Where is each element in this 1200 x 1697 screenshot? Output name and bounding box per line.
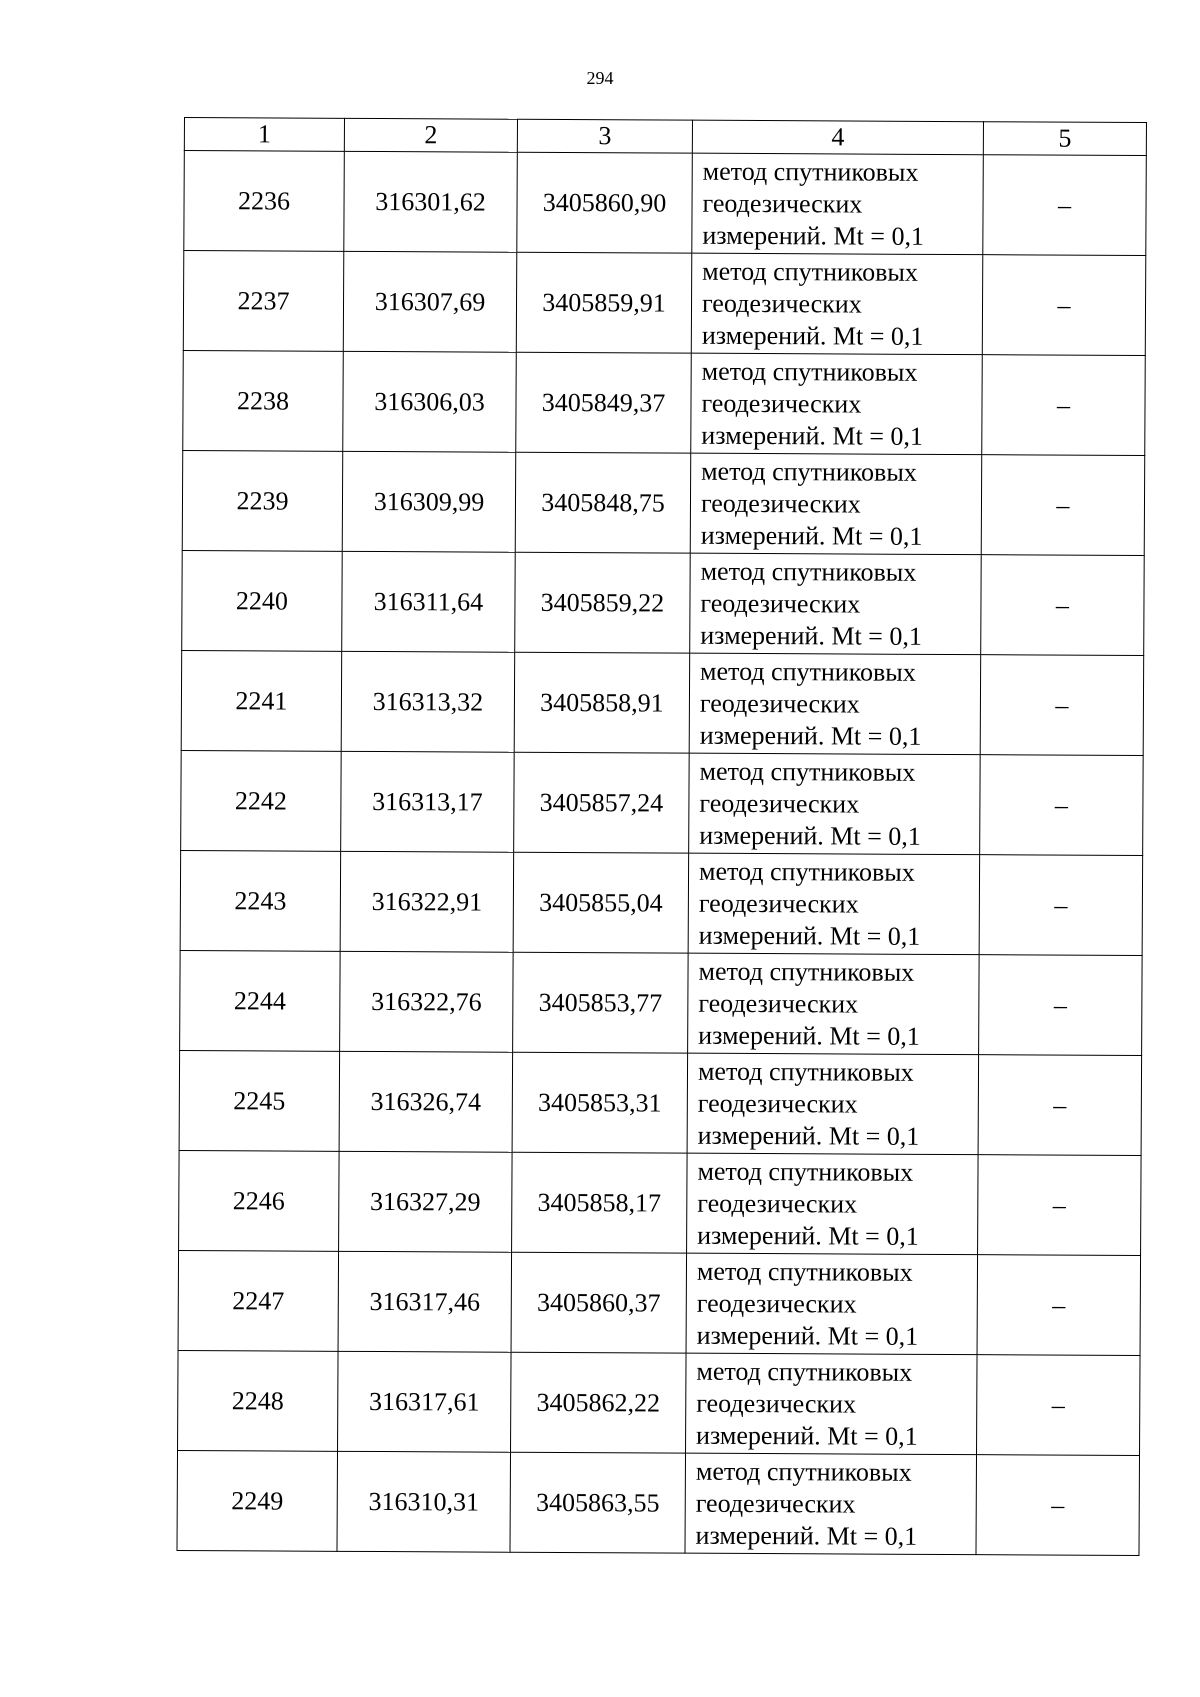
method-cell	[689, 653, 981, 755]
table-row	[181, 650, 1144, 755]
method-text-line: геодезических	[702, 188, 863, 219]
coordinate-y-cell: 3405862,22	[511, 1352, 687, 1453]
coordinate-x-cell: 316327,29	[339, 1151, 513, 1252]
method-text-line: метод спутниковых	[697, 1056, 914, 1087]
coordinate-y-cell: 3405860,37	[511, 1252, 687, 1353]
note-cell: –	[982, 355, 1146, 456]
method-text-line: измерений. Mt = 0,1	[698, 1020, 920, 1051]
method-text-line: измерений. Mt = 0,1	[697, 1220, 919, 1251]
table-row	[178, 1350, 1141, 1455]
coordinates-table	[176, 117, 1146, 1556]
coordinate-x-cell: 316313,17	[341, 751, 515, 852]
table-row	[177, 1450, 1140, 1555]
method-text-line: измерений. Mt = 0,1	[701, 420, 924, 451]
column-header: 5	[983, 122, 1146, 156]
method-text-line: измерений. Mt = 0,1	[702, 220, 925, 251]
method-text-line: метод спутниковых	[695, 1456, 912, 1487]
coordinate-y-cell: 3405859,91	[516, 252, 692, 353]
coordinate-x-cell: 316322,76	[340, 951, 514, 1052]
table-row	[182, 550, 1145, 655]
method-text-line: геодезических	[696, 1288, 857, 1319]
coordinate-y-cell: 3405853,31	[512, 1052, 688, 1153]
coordinate-x-cell: 316307,69	[343, 251, 517, 352]
method-text-line: метод спутниковых	[700, 656, 916, 687]
method-cell	[685, 1453, 977, 1555]
method-text-line: измерений. Mt = 0,1	[700, 620, 922, 651]
note-cell: –	[978, 1155, 1142, 1256]
note-cell: –	[982, 255, 1146, 356]
coordinate-y-cell: 3405848,75	[515, 452, 691, 553]
method-text-line: измерений. Mt = 0,1	[698, 920, 921, 951]
coordinate-x-cell: 316311,64	[342, 551, 516, 652]
point-number-cell: 2237	[183, 251, 344, 352]
method-cell	[691, 353, 983, 455]
method-text-line: измерений. Mt = 0,1	[695, 1520, 918, 1551]
note-cell: –	[983, 155, 1147, 256]
method-text-line: метод спутниковых	[702, 156, 919, 187]
method-cell	[688, 853, 980, 955]
method-text-line: геодезических	[700, 588, 861, 619]
note-cell: –	[981, 555, 1145, 656]
note-cell: –	[979, 855, 1143, 956]
method-text-line: измерений. Mt = 0,1	[699, 820, 921, 851]
column-header: 4	[692, 120, 983, 155]
coordinate-y-cell: 3405863,55	[510, 1452, 686, 1553]
method-text-line: геодезических	[695, 1488, 856, 1519]
point-number-cell: 2248	[178, 1350, 339, 1451]
method-cell	[690, 453, 982, 555]
method-text-line: метод спутниковых	[698, 956, 915, 987]
method-text-line: геодезических	[700, 488, 861, 519]
method-cell	[687, 1153, 979, 1255]
coordinate-x-cell: 316317,61	[338, 1351, 512, 1452]
point-number-cell: 2246	[179, 1150, 340, 1251]
coordinate-y-cell: 3405859,22	[515, 552, 691, 653]
method-text-line: измерений. Mt = 0,1	[696, 1420, 918, 1451]
method-cell	[691, 253, 983, 355]
coordinate-x-cell: 316310,31	[337, 1451, 511, 1552]
note-cell: –	[978, 1055, 1142, 1156]
point-number-cell: 2243	[180, 850, 341, 951]
coordinate-y-cell: 3405855,04	[513, 852, 689, 953]
method-text-line: метод спутниковых	[701, 356, 918, 387]
coordinate-x-cell: 316309,99	[342, 451, 516, 552]
point-number-cell: 2242	[181, 750, 342, 851]
point-number-cell: 2249	[177, 1450, 338, 1551]
table-row	[179, 1050, 1142, 1155]
point-number-cell: 2236	[184, 151, 345, 252]
table-row	[180, 850, 1143, 955]
note-cell: –	[976, 1455, 1140, 1556]
table-row	[180, 950, 1143, 1055]
method-text-line: метод спутниковых	[699, 756, 916, 787]
point-number-cell: 2240	[182, 550, 343, 651]
point-number-cell: 2247	[178, 1250, 339, 1351]
method-text-line: геодезических	[698, 888, 859, 919]
method-cell	[687, 1053, 979, 1155]
method-text-line: метод спутниковых	[696, 1356, 913, 1387]
coordinate-x-cell: 316301,62	[344, 151, 518, 252]
table-row	[179, 1150, 1142, 1255]
coordinate-y-cell: 3405858,17	[512, 1152, 688, 1253]
note-cell: –	[977, 1255, 1141, 1356]
coordinate-y-cell: 3405853,77	[513, 952, 689, 1053]
method-text-line: измерений. Mt = 0,1	[697, 1120, 920, 1151]
coordinate-x-cell: 316322,91	[340, 851, 514, 952]
coordinate-y-cell: 3405860,90	[517, 152, 693, 253]
coordinate-x-cell: 316313,32	[341, 651, 515, 752]
coordinate-x-cell: 316306,03	[343, 351, 517, 452]
method-text-line: геодезических	[701, 288, 862, 319]
table-row	[178, 1250, 1141, 1355]
method-text-line: метод спутниковых	[698, 856, 915, 887]
column-header: 3	[517, 119, 692, 153]
coordinate-y-cell: 3405857,24	[514, 752, 690, 853]
table-header-row	[184, 118, 1146, 156]
table-row	[183, 251, 1146, 356]
method-text-line: геодезических	[699, 688, 860, 719]
method-text-line: метод спутниковых	[701, 456, 917, 487]
point-number-cell: 2239	[182, 450, 343, 551]
method-text-line: геодезических	[697, 1188, 858, 1219]
method-text-line: измерений. Mt = 0,1	[699, 720, 922, 751]
coordinate-y-cell: 3405858,91	[514, 652, 690, 753]
method-cell	[688, 953, 980, 1055]
point-number-cell: 2241	[181, 650, 342, 751]
method-text-line: геодезических	[699, 788, 860, 819]
method-cell	[689, 753, 981, 855]
column-header: 1	[184, 118, 344, 152]
point-number-cell: 2238	[183, 350, 344, 451]
table-row	[184, 151, 1147, 256]
coordinate-y-cell: 3405849,37	[516, 352, 692, 453]
method-text-line: метод спутниковых	[697, 1156, 914, 1187]
note-cell: –	[977, 1355, 1141, 1456]
note-cell: –	[980, 655, 1144, 756]
method-text-line: метод спутниковых	[700, 556, 917, 587]
table-row	[183, 350, 1146, 455]
method-text-line: измерений. Mt = 0,1	[701, 320, 924, 351]
method-text-line: геодезических	[696, 1388, 857, 1419]
method-text-line: измерений. Mt = 0,1	[700, 520, 923, 551]
method-text-line: метод спутниковых	[696, 1256, 913, 1287]
method-text-line: геодезических	[701, 388, 862, 419]
point-number-cell: 2244	[180, 950, 341, 1051]
coordinate-x-cell: 316317,46	[338, 1251, 512, 1352]
table-body	[177, 151, 1146, 1556]
note-cell: –	[980, 755, 1144, 856]
note-cell: –	[979, 955, 1143, 1056]
point-number-cell: 2245	[179, 1050, 340, 1151]
coordinate-x-cell: 316326,74	[339, 1051, 513, 1152]
method-text-line: метод спутниковых	[702, 256, 918, 287]
method-cell	[690, 553, 982, 655]
method-cell	[686, 1353, 978, 1455]
table-row	[181, 750, 1144, 855]
method-text-line: измерений. Mt = 0,1	[696, 1320, 919, 1351]
page-number: 294	[586, 68, 614, 88]
method-text-line: геодезических	[698, 988, 859, 1019]
table-row	[182, 450, 1145, 555]
column-header: 2	[344, 118, 517, 152]
method-text-line: геодезических	[697, 1088, 858, 1119]
note-cell: –	[981, 455, 1145, 556]
method-cell	[692, 153, 984, 255]
method-cell	[686, 1253, 978, 1355]
